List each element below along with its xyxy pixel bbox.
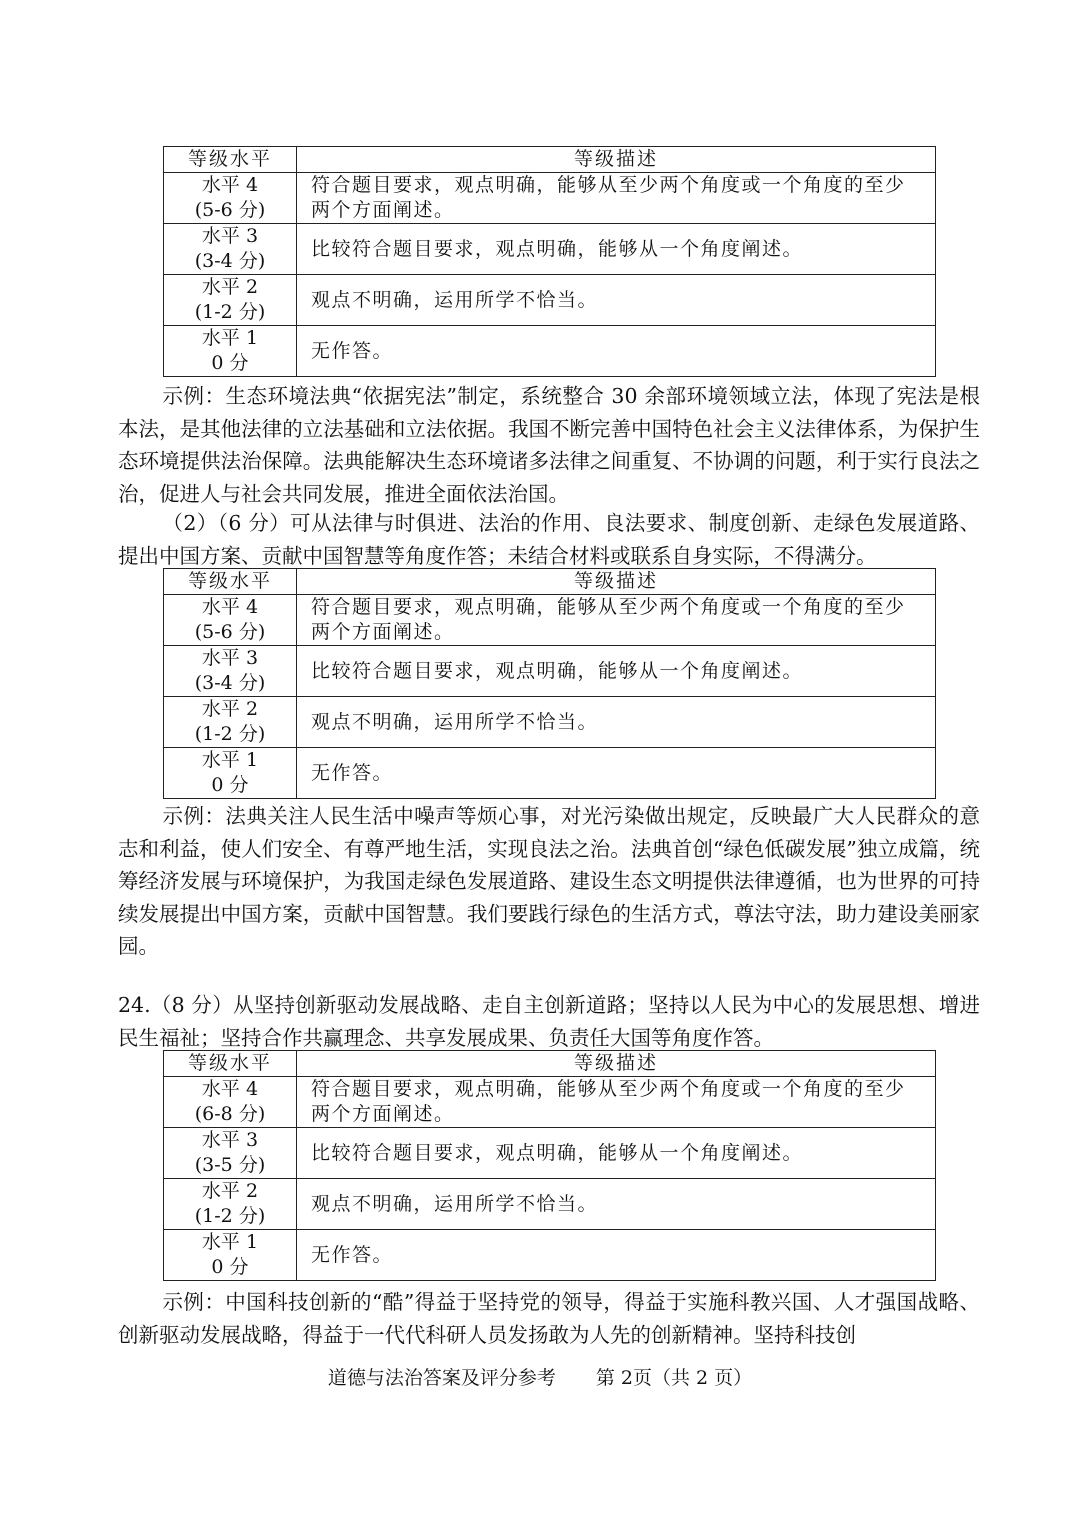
level-description: 符合题目要求，观点明确，能够从至少两个角度或一个角度的至少两个方面阐述。 (297, 173, 936, 224)
table-row (164, 748, 936, 799)
level-cell (164, 748, 297, 799)
level-score: (5-6 分) (194, 199, 266, 221)
level-label: 水平 4 (201, 1078, 259, 1100)
level-description: 无作答。 (297, 326, 936, 377)
header-level: 等级水平 (164, 147, 297, 173)
table-row (164, 646, 936, 697)
level-score: (3-4 分) (194, 672, 266, 694)
level-description: 符合题目要求，观点明确，能够从至少两个角度或一个角度的至少两个方面阐述。 (297, 595, 936, 646)
level-score: (1-2 分) (194, 301, 266, 323)
level-cell (164, 275, 297, 326)
example-text: 示例：生态环境法典“依据宪法”制定，系统整合 30 余部环境领域立法，体现了宪法是根本法，是其他法律的立法基础和立法依据。我国不断完善中国特色社会主义法律体系，为保护生态环境提供法治保障。法典能解决生态环境诸多法律之间重复、不协调的问题，利于实行良法之治，促进人与社会共同发展，推进全面依法治国。 (118, 384, 980, 506)
header-desc: 等级描述 (297, 1051, 936, 1077)
level-cell (164, 1230, 297, 1281)
table-header-row (164, 569, 936, 595)
example-paragraph-3 (118, 1286, 980, 1351)
question-text: 24.（8 分）从坚持创新驱动发展战略、走自主创新道路；坚持以人民为中心的发展思想、增进民生福祉；坚持合作共赢理念、共享发展成果、负责任大国等角度作答。 (118, 993, 980, 1050)
level-description: 符合题目要求，观点明确，能够从至少两个角度或一个角度的至少两个方面阐述。 (297, 1077, 936, 1128)
page-number: 第 2页（共 2 页） (595, 1367, 753, 1389)
level-description: 比较符合题目要求，观点明确，能够从一个角度阐述。 (297, 1128, 936, 1179)
level-cell (164, 1077, 297, 1128)
level-cell (164, 646, 297, 697)
page-footer (0, 1366, 1080, 1390)
level-label: 水平 4 (201, 174, 259, 196)
level-cell (164, 697, 297, 748)
level-description: 观点不明确，运用所学不恰当。 (297, 275, 936, 326)
level-cell (164, 326, 297, 377)
table-row (164, 1230, 936, 1281)
level-score: (1-2 分) (194, 1205, 266, 1227)
level-cell (164, 1128, 297, 1179)
example-text: 示例：法典关注人民生活中噪声等烦心事，对光污染做出规定，反映最广大人民群众的意志和利益，使人们安全、有尊严地生活，实现良法之治。法典首创“绿色低碳发展”独立成篇，统筹经济发展与环境保护，为我国走绿色发展道路、建设生态文明提供法律遵循，也为世界的可持续发展提出中国方案，贡献中国智慧。我们要践行绿色的生活方式，尊法守法，助力建设美丽家园。 (118, 804, 980, 958)
level-label: 水平 2 (201, 1180, 259, 1202)
table-row (164, 224, 936, 275)
grading-table-2 (163, 568, 936, 799)
table-row (164, 326, 936, 377)
footer-title: 道德与法治答案及评分参考 (327, 1367, 556, 1389)
example-paragraph-1 (118, 380, 980, 510)
table-row (164, 595, 936, 646)
table-row (164, 697, 936, 748)
level-description: 观点不明确，运用所学不恰当。 (297, 697, 936, 748)
level-label: 水平 3 (201, 1129, 259, 1151)
level-cell (164, 224, 297, 275)
level-score: (6-8 分) (194, 1103, 266, 1125)
header-desc: 等级描述 (297, 569, 936, 595)
grading-table-3 (163, 1050, 936, 1281)
level-label: 水平 1 (201, 749, 259, 771)
table-row (164, 173, 936, 224)
level-score: 0 分 (211, 1256, 249, 1278)
example-paragraph-2 (118, 800, 980, 963)
level-description: 比较符合题目要求，观点明确，能够从一个角度阐述。 (297, 224, 936, 275)
level-label: 水平 1 (201, 1231, 259, 1253)
level-description: 无作答。 (297, 1230, 936, 1281)
table-row (164, 1077, 936, 1128)
table-row (164, 275, 936, 326)
table-header-row (164, 147, 936, 173)
level-score: (3-5 分) (194, 1154, 266, 1176)
header-level: 等级水平 (164, 1051, 297, 1077)
level-label: 水平 1 (201, 327, 259, 349)
level-label: 水平 2 (201, 276, 259, 298)
grading-table-1 (163, 146, 936, 377)
level-description: 比较符合题目要求，观点明确，能够从一个角度阐述。 (297, 646, 936, 697)
example-text: 示例：中国科技创新的“酷”得益于坚持党的领导，得益于实施科教兴国、人才强国战略、创新驱动发展战略，得益于一代代科研人员发扬敢为人先的创新精神。坚持科技创 (118, 1290, 980, 1347)
header-desc: 等级描述 (297, 147, 936, 173)
level-description: 无作答。 (297, 748, 936, 799)
question-2-intro (118, 507, 980, 572)
header-level: 等级水平 (164, 569, 297, 595)
level-label: 水平 3 (201, 225, 259, 247)
level-score: (5-6 分) (194, 621, 266, 643)
table-row (164, 1179, 936, 1230)
table-row (164, 1128, 936, 1179)
table-header-row (164, 1051, 936, 1077)
level-label: 水平 3 (201, 647, 259, 669)
question-24-intro (118, 989, 980, 1054)
level-score: (1-2 分) (194, 723, 266, 745)
level-label: 水平 2 (201, 698, 259, 720)
level-score: (3-4 分) (194, 250, 266, 272)
question-text: （2）（6 分）可从法律与时俱进、法治的作用、良法要求、制度创新、走绿色发展道路、提出中国方案、贡献中国智慧等角度作答；未结合材料或联系自身实际，不得满分。 (118, 511, 980, 568)
level-cell (164, 1179, 297, 1230)
level-score: 0 分 (211, 774, 249, 796)
level-description: 观点不明确，运用所学不恰当。 (297, 1179, 936, 1230)
level-score: 0 分 (211, 352, 249, 374)
level-cell (164, 595, 297, 646)
level-label: 水平 4 (201, 596, 259, 618)
level-cell (164, 173, 297, 224)
